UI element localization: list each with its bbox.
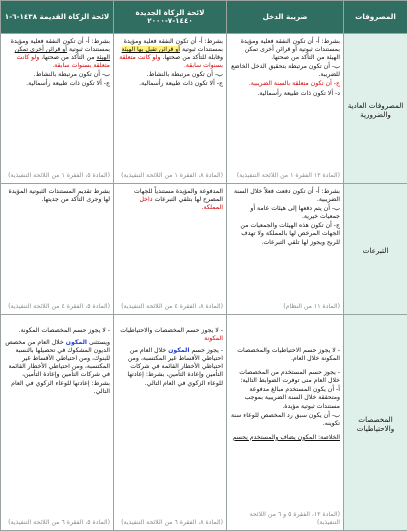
condition-text: ب- أن تكون مرتبطة بتحقيق الدخل الخاضع للضريبة. <box>231 63 340 78</box>
condition-text: بشرط تقديم المستندات الثبوتية المؤيدة لها وجرى التأكد من جديتها. <box>9 188 110 203</box>
condition-text: - يجوز حسم <box>191 347 223 354</box>
condition-text: ب- أن تكون مرتبطة بالنشاط. <box>34 71 110 78</box>
condition-text: ب- أن يتم دفعها إلى هيئات عامة أو جمعيات خيرية. <box>250 205 340 220</box>
condition-text: بشرط: أ- أن تكون النفقة فعلية ومؤيدة بمستندات ثبوتية أو قرائن أخرى تمكن الهيئة من التأكد من صحتها. <box>241 38 340 61</box>
header-old-zakat: لائحة الزكاة القديمة ١٤٣٨-٦-١ <box>1 1 114 34</box>
reference-note: (المادة ٨، الفقرة ٦ من اللائحة التنفيذية) <box>117 519 223 527</box>
emphasis-text: المكون <box>168 347 189 354</box>
new-zakat-cell <box>114 315 227 531</box>
reference-note: (المادة ٥، الفقرة ٤ من اللائحة التنفيذية) <box>4 303 110 311</box>
new-zakat-cell <box>114 184 227 315</box>
condition-text: ويستثنى <box>89 339 110 346</box>
condition-text: بشرط: أ- أن تكون دفعت فعلاً خلال السنة الضريبية. <box>234 188 340 203</box>
condition-text: - لا يجوز حسم المخصصات والاحتياطيات <box>120 327 223 334</box>
underlined-condition: أو قرائن تقبل بها الهيئة <box>122 46 180 53</box>
condition-text: ب- أن يكون سبق رد المخصص للوعاء سنة تكوينه. <box>231 412 340 427</box>
condition-text: ب- أن تكون مرتبطة بالنشاط. <box>147 71 223 78</box>
reference-note: (المادة ٥، الفقرة ١ من اللائحة التنفيذية) <box>4 172 110 180</box>
condition-text: بشرط: أ- أن تكون النفقة فعلية ومؤيدة بمستندات ثبوتية <box>124 38 223 53</box>
emphasis-text: المكون <box>66 339 87 346</box>
header-category: المصروفات <box>344 1 407 34</box>
underlined-condition: أو قرائن أخرى تمكن الهيئة <box>15 46 110 61</box>
condition-text: المدفوعة والمؤيدة مستندياً للجهات المصرح لها بتلقي التبرعات <box>134 188 223 203</box>
condition-text: - لا يجوز حسم المخصصات المكونة. <box>19 327 110 334</box>
table-row <box>1 315 407 531</box>
reference-note: (المادة ١١ من النظام) <box>230 303 340 311</box>
table-row <box>1 34 407 184</box>
condition-text: ج- أن تكون هذه الهيئات والجمعيات من الجهات المرخص لها بالمملكة ولا تهدف للربح ويجوز لها تلقي التبرعات. <box>240 222 340 245</box>
highlighted-condition: ولو كانت متعلقة بسنوات سابقة. <box>119 54 223 69</box>
table-row <box>1 184 407 315</box>
condition-text: ج- ألا تكون ذات طبيعة رأسمالية. <box>26 80 110 87</box>
old-zakat-cell <box>1 315 114 531</box>
row-category: المصروفات العادية والضرورية <box>344 34 407 184</box>
condition-text: خلال العام من احتياطي الأقساط غير المكتسبة، ومن احتياطي الأخطار القائمة في شركات التأمين وإعادة التأمين، بشرط: إعادتها للوعاء الزكوي في العام التالي. <box>127 347 223 386</box>
condition-text: من التأكد من صحتها، <box>41 54 94 61</box>
condition-text: أ- أن يكون المستخدم مبالغ مدفوعة ومتحققة خلال السنة الضريبية بموجب مستندات ثبوتية مؤيدة. <box>245 386 340 409</box>
row-category: المخصصات والاحتياطيات <box>344 315 407 531</box>
reference-note: (المادة ٥، الفقرة ٦ من اللائحة التنفيذية) <box>4 519 110 527</box>
condition-text: - لا يجوز حسم الاحتياطيات والمخصصات المكونة خلال العام. <box>237 347 340 362</box>
old-zakat-cell <box>1 184 114 315</box>
reference-note: (المادة ١٢، الفقرة ٥ و ٦ من اللائحة التنفيذية) <box>230 511 340 527</box>
highlighted-condition: داخل المملكة. <box>139 196 223 211</box>
income-tax-cell <box>227 184 344 315</box>
condition-text: د- ألا تكون ذات طبيعة رأسمالية. <box>257 90 340 97</box>
reference-note: (المادة ١٢ الفقرة ١ من اللائحة التنفيذية) <box>230 172 340 180</box>
reference-note: (المادة ٨، الفقرة ١ من اللائحة التنفيذية) <box>117 172 223 180</box>
condition-text: وقابلة للتأكد من صحتها. <box>162 54 223 61</box>
reference-note: (المادة ٨، الفقرة ٤ من اللائحة التنفيذية) <box>117 303 223 311</box>
old-zakat-cell <box>1 34 114 184</box>
summary-text: الخلاصة: المكون يضاف والمستخدم يحسم <box>232 434 340 441</box>
highlighted-condition: ولو كانت متعلقة بسنوات سابقة. <box>17 54 110 69</box>
condition-text: خلال العام من مخصص الديون المشكوك في تحصيلها بالنسبة للبنوك، ومن احتياطي الأقساط غير المكتسبة، ومن احتياطي الأخطار القائمة في شركات التأمين وإعادة التأمين، بشرط: إعادتها للوعاء الزكوي في العام التالي. <box>5 339 110 395</box>
header-income-tax: ضريبة الدخل <box>227 1 344 34</box>
highlighted-condition: المكونة <box>204 335 223 342</box>
highlighted-condition: ج- أن تكون متعلقة بالسنة الضريبية. <box>249 80 340 87</box>
new-zakat-cell <box>114 34 227 184</box>
header-new-zakat: لائحة الزكاة الجديدة ١٤٤٠-٧-٢٠٠٠ <box>114 1 227 34</box>
income-tax-cell <box>227 34 344 184</box>
income-tax-cell <box>227 315 344 531</box>
condition-text: ج- ألا تكون ذات طبيعة رأسمالية. <box>139 80 223 87</box>
row-category: التبرعات <box>344 184 407 315</box>
condition-text: - يجوز حسم المستخدم من المخصصات خلال العام متى توفرت الضوابط التالية: <box>239 369 340 384</box>
header-row <box>1 1 407 34</box>
condition-text: بشرط: أ- أن تكون النفقة فعلية ومؤيدة بمستندات ثبوتية <box>11 38 110 53</box>
